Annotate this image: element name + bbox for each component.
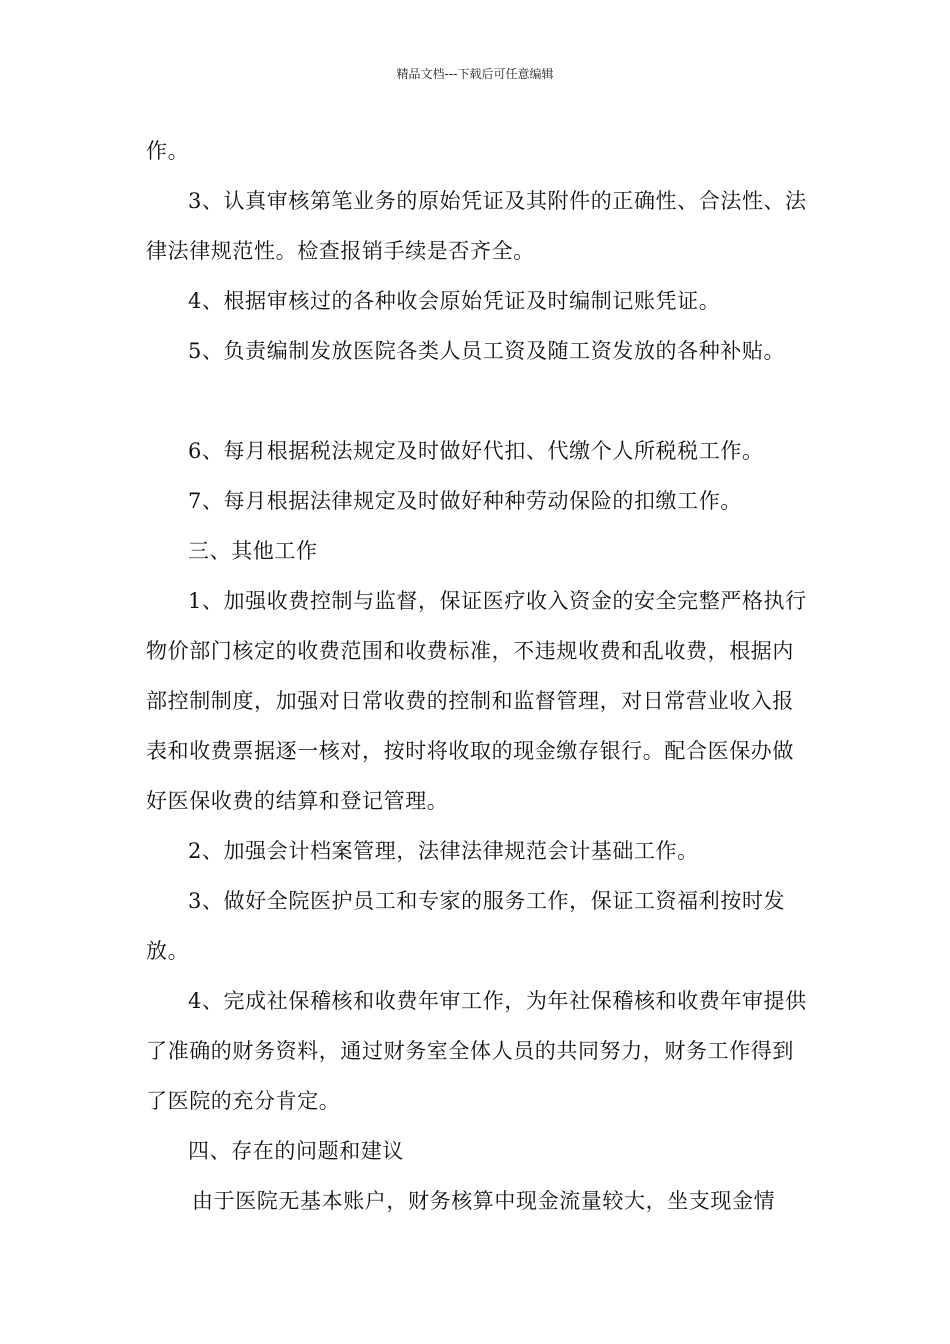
paragraph-item-5-payroll: 5、负责编制发放医院各类人员工资及随工资发放的各种补贴。 [188,339,786,363]
paragraph-item-7-insurance: 7、每月根据法律规定及时做好种种劳动保险的扣缴工作。 [188,489,742,513]
paragraph-item-1-fee-control: 1、加强收费控制与监督，保证医疗收入资金的安全完整严格执行物价部门核定的收费范围和收费标准，不违规收费和乱收费，根据内部控制制度，加强对日常收费的控制和监督管理，对日常营业收入报表和收费票据逐一核对，按时将收取的现金缴存银行。配合医保办做好医保收费的结算和登记管理。 [146,589,807,813]
paragraph-item-3-review: 3、认真审核第笔业务的原始凭证及其附件的正确性、合法性、法律法律规范性。检查报销手续是否齐全。 [146,189,807,263]
section-heading-problems: 四、存在的问题和建议 [188,1139,404,1163]
paragraph-item-2-archives: 2、加强会计档案管理，法律法律规范会计基础工作。 [188,839,699,863]
section-heading-other-work: 三、其他工作 [188,539,318,563]
blank-line [146,376,808,426]
paragraph-item-6-tax: 6、每月根据税法规定及时做好代扣、代缴个人所税税工作。 [188,439,764,463]
page-header: 精品文档---下载后可任意编辑 [396,67,554,81]
document-body [146,126,808,1226]
paragraph-continuation: 作。 [146,139,190,163]
paragraph-item-4-audit: 4、完成社保稽核和收费年审工作，为年社保稽核和收费年审提供了准确的财务资料，通过财务室全体人员的共同努力，财务工作得到了医院的充分肯定。 [146,989,807,1113]
paragraph-item-4-vouchers: 4、根据审核过的各种收会原始凭证及时编制记账凭证。 [188,289,721,313]
paragraph-item-3-service: 3、做好全院医护员工和专家的服务工作，保证工资福利按时发放。 [146,889,786,963]
paragraph-problems-body: 由于医院无基本账户，财务核算中现金流量较大，坐支现金情 [192,1189,776,1213]
